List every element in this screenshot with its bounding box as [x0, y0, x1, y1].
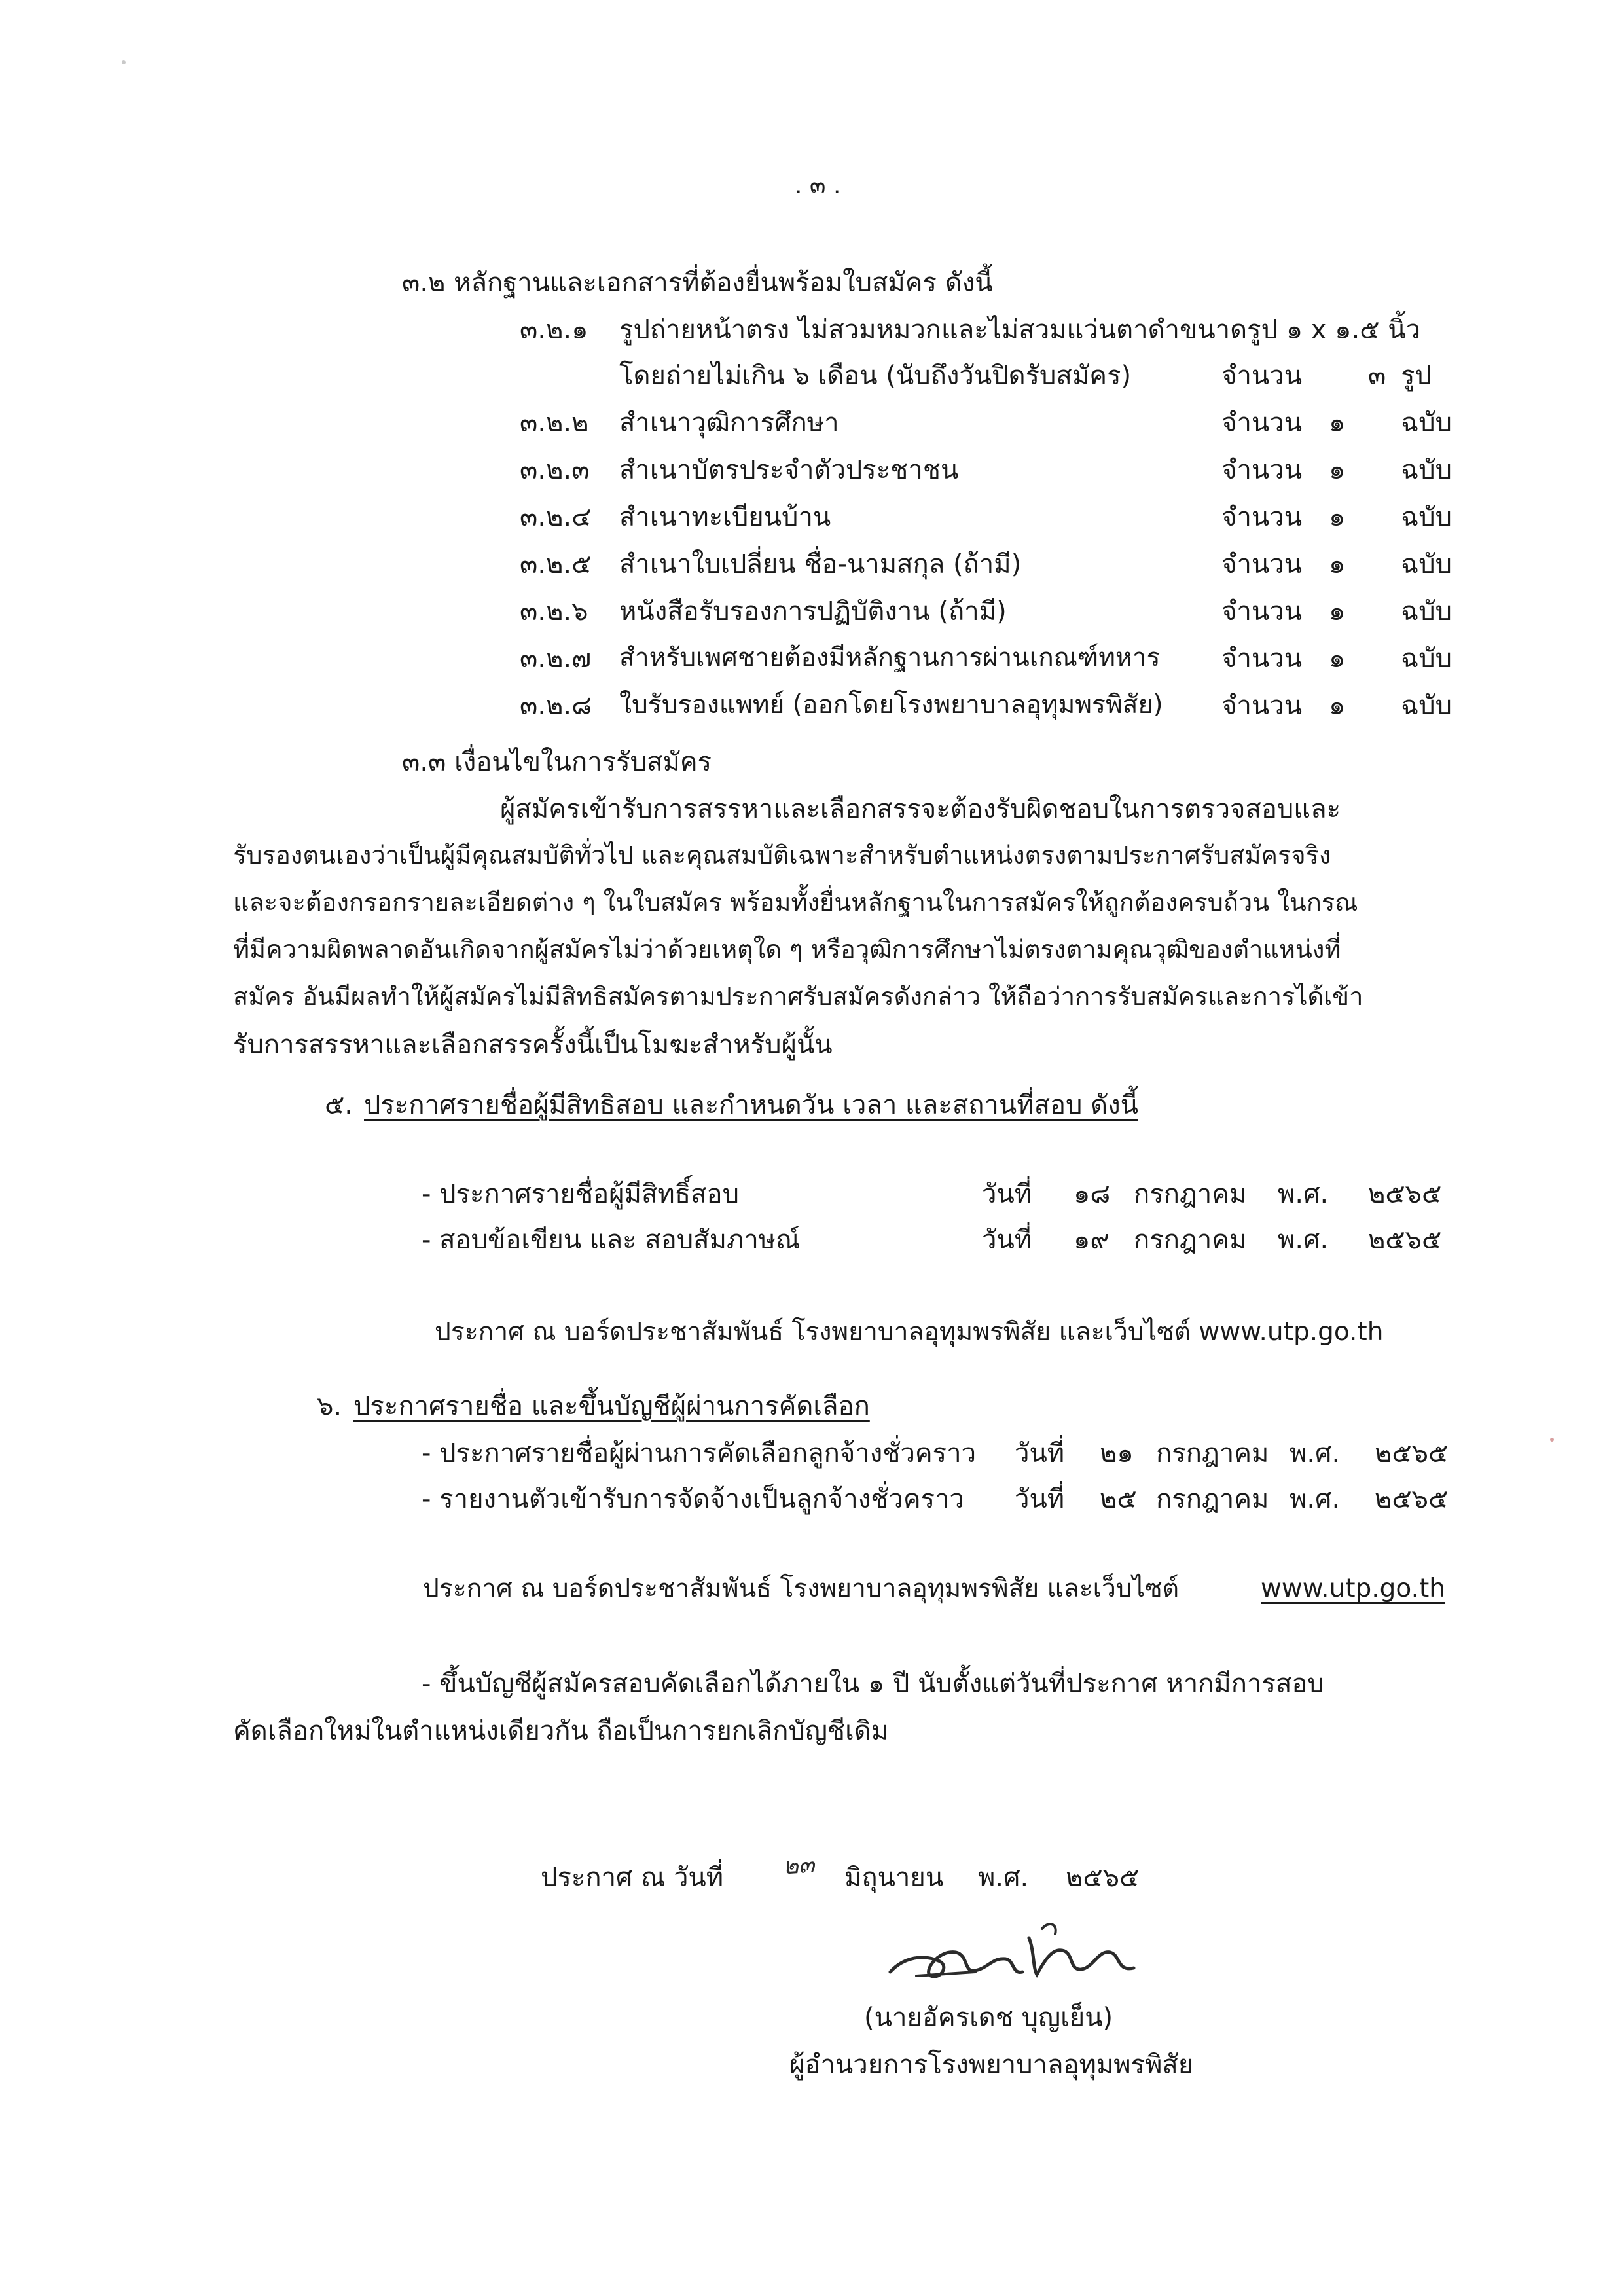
item-unit: ฉบับ — [1401, 455, 1453, 485]
announcement-year: ๒๕๖๕ — [1066, 1863, 1140, 1893]
item-unit: ฉบับ — [1401, 408, 1453, 438]
item-text: สำเนาบัตรประจำตัวประชาชน — [619, 455, 959, 485]
item-count: ๑ — [1329, 644, 1346, 674]
schedule-day: ๑๙ — [1074, 1225, 1110, 1255]
condition-paragraph-line: ที่มีความผิดพลาดอันเกิดจากผู้สมัครไม่ว่าด้วยเหตุใด ๆ หรือวุฒิการศึกษาไม่ตรงตามคุณวุฒิของตำแหน่งที่ — [233, 935, 1341, 964]
signature-image — [877, 1912, 1152, 1997]
item-3-2-1-line1: รูปถ่ายหน้าตรง ไม่สวมหมวกและไม่สวมแว่นตาดำขนาดรูป ๑ x ๑.๕ นิ้ว — [619, 315, 1421, 345]
schedule-era: พ.ศ. — [1290, 1438, 1341, 1468]
signatory-position: ผู้อำนวยการโรงพยาบาลอุทุมพรพิสัย — [789, 2050, 1194, 2080]
schedule-era: พ.ศ. — [1278, 1179, 1329, 1209]
item-count-label: จำนวน — [1221, 455, 1303, 485]
schedule-label: - ประกาศรายชื่อผู้ผ่านการคัดเลือกลูกจ้างชั่วคราว — [422, 1438, 977, 1468]
item-count: ๑ — [1329, 691, 1346, 721]
item-count: ๑ — [1329, 408, 1346, 438]
section-6-notice: ประกาศ ณ บอร์ดประชาสัมพันธ์ โรงพยาบาลอุทุมพรพิสัย และเว็บไซต์ — [423, 1574, 1180, 1603]
condition-paragraph-line: สมัคร อันมีผลทำให้ผู้สมัครไม่มีสิทธิสมัครตามประกาศรับสมัครดังกล่าว ให้ถือว่าการรับสมัครและการได้เข้า — [233, 982, 1363, 1011]
signatory-name: (นายอัครเดช บุญเย็น) — [864, 2003, 1113, 2033]
schedule-day-label: วันที่ — [982, 1225, 1032, 1255]
scan-speck — [1550, 1438, 1554, 1442]
handwritten-day: ๒๓ — [782, 1851, 816, 1880]
item-count: ๑ — [1329, 549, 1346, 579]
item-3-2-1-unit: รูป — [1401, 361, 1432, 391]
schedule-label: - ประกาศรายชื่อผู้มีสิทธิ์สอบ — [422, 1179, 739, 1209]
schedule-day: ๒๑ — [1100, 1438, 1134, 1468]
item-unit: ฉบับ — [1401, 644, 1453, 674]
item-number: ๓.๒.๖ — [520, 596, 588, 627]
item-text: สำหรับเพศชายต้องมีหลักฐานการผ่านเกณฑ์ทหาร — [619, 643, 1161, 672]
item-unit: ฉบับ — [1401, 596, 1453, 627]
section-5-heading: ประกาศรายชื่อผู้มีสิทธิสอบ และกำหนดวัน เวลา และสถานที่สอบ ดังนี้ — [364, 1090, 1138, 1120]
schedule-day-label: วันที่ — [1015, 1484, 1065, 1514]
section-5-number: ๕. — [325, 1090, 353, 1120]
item-unit: ฉบับ — [1401, 691, 1453, 721]
schedule-year: ๒๕๖๕ — [1368, 1225, 1442, 1255]
item-text: ใบรับรองแพทย์ (ออกโดยโรงพยาบาลอุทุมพรพิสัย) — [619, 690, 1163, 720]
item-number: ๓.๒.๗ — [520, 644, 592, 674]
schedule-month: กรกฎาคม — [1134, 1179, 1247, 1209]
condition-paragraph-line: ผู้สมัครเข้ารับการสรรหาและเลือกสรรจะต้องรับผิดชอบในการตรวจสอบและ — [500, 794, 1341, 824]
item-unit: ฉบับ — [1401, 549, 1453, 579]
item-number: ๓.๒.๓ — [520, 455, 590, 485]
schedule-day: ๑๘ — [1074, 1179, 1111, 1209]
item-count-label: จำนวน — [1221, 691, 1303, 721]
condition-paragraph-line: และจะต้องกรอกรายละเอียดต่าง ๆ ในใบสมัคร พร้อมทั้งยื่นหลักฐานในการสมัครให้ถูกต้องครบถ้วน ในกรณ — [233, 888, 1358, 917]
schedule-label: - สอบข้อเขียน และ สอบสัมภาษณ์ — [422, 1225, 801, 1255]
schedule-era: พ.ศ. — [1290, 1484, 1341, 1514]
item-3-2-1-number: ๓.๒.๑ — [520, 315, 588, 345]
item-number: ๓.๒.๒ — [520, 408, 589, 438]
schedule-day-label: วันที่ — [1015, 1438, 1065, 1468]
schedule-year: ๒๕๖๕ — [1375, 1484, 1449, 1514]
item-number: ๓.๒.๔ — [520, 502, 592, 532]
list-validity-line1: - ขึ้นบัญชีผู้สมัครสอบคัดเลือกได้ภายใน ๑ ปี นับตั้งแต่วันที่ประกาศ หากมีการสอบ — [422, 1669, 1324, 1699]
item-count-label: จำนวน — [1221, 502, 1303, 532]
item-unit: ฉบับ — [1401, 502, 1453, 532]
section-3-3-heading: ๓.๓ เงื่อนไขในการรับสมัคร — [402, 747, 712, 777]
schedule-year: ๒๕๖๕ — [1368, 1179, 1442, 1209]
item-count-label: จำนวน — [1221, 408, 1303, 438]
item-count: ๑ — [1329, 455, 1346, 485]
schedule-day-label: วันที่ — [982, 1179, 1032, 1209]
item-number: ๓.๒.๘ — [520, 691, 592, 721]
item-number: ๓.๒.๕ — [520, 549, 592, 579]
schedule-year: ๒๕๖๕ — [1375, 1438, 1449, 1468]
page-number: . ๓ . — [795, 172, 841, 199]
item-3-2-1-line2: โดยถ่ายไม่เกิน ๖ เดือน (นับถึงวันปิดรับสมัคร) — [619, 361, 1132, 391]
condition-paragraph-line: รับรองตนเองว่าเป็นผู้มีคุณสมบัติทั่วไป และคุณสมบัติเฉพาะสำหรับตำแหน่งตรงตามประกาศรับสมัครจริง — [233, 841, 1331, 869]
list-validity-line2: คัดเลือกใหม่ในตำแหน่งเดียวกัน ถือเป็นการยกเลิกบัญชีเดิม — [233, 1716, 889, 1746]
condition-paragraph-line: รับการสรรหาและเลือกสรรครั้งนี้เป็นโมฆะสำหรับผู้นั้น — [233, 1030, 833, 1060]
schedule-era: พ.ศ. — [1278, 1225, 1329, 1255]
schedule-month: กรกฎาคม — [1134, 1225, 1247, 1255]
item-3-2-1-count-label: จำนวน — [1221, 361, 1303, 391]
schedule-label: - รายงานตัวเข้ารับการจัดจ้างเป็นลูกจ้างชั่วคราว — [422, 1484, 965, 1514]
item-count: ๑ — [1329, 596, 1346, 627]
item-3-2-1-count: ๓ — [1368, 361, 1386, 391]
item-text: หนังสือรับรองการปฏิบัติงาน (ถ้ามี) — [619, 596, 1007, 627]
website-link[interactable]: www.utp.go.th — [1261, 1574, 1446, 1603]
schedule-month: กรกฎาคม — [1156, 1438, 1269, 1468]
section-3-2-heading: ๓.๒ หลักฐานและเอกสารที่ต้องยื่นพร้อมใบสมัคร ดังนี้ — [402, 268, 993, 298]
announcement-month: มิถุนายน — [844, 1863, 944, 1893]
item-text: สำเนาใบเปลี่ยน ชื่อ-นามสกุล (ถ้ามี) — [619, 549, 1022, 579]
scan-speck — [122, 60, 126, 64]
item-text: สำเนาวุฒิการศึกษา — [619, 408, 839, 438]
item-count: ๑ — [1329, 502, 1346, 532]
item-count-label: จำนวน — [1221, 644, 1303, 674]
item-count-label: จำนวน — [1221, 549, 1303, 579]
announcement-date-prefix: ประกาศ ณ วันที่ — [541, 1863, 724, 1893]
item-count-label: จำนวน — [1221, 596, 1303, 627]
section-6-heading: ประกาศรายชื่อ และขึ้นบัญชีผู้ผ่านการคัดเลือก — [353, 1391, 870, 1421]
schedule-day: ๒๕ — [1100, 1484, 1137, 1514]
item-text: สำเนาทะเบียนบ้าน — [619, 502, 831, 532]
announcement-era: พ.ศ. — [978, 1863, 1029, 1893]
section-6-number: ๖. — [317, 1391, 342, 1421]
schedule-month: กรกฎาคม — [1156, 1484, 1269, 1514]
section-5-notice: ประกาศ ณ บอร์ดประชาสัมพันธ์ โรงพยาบาลอุทุมพรพิสัย และเว็บไซต์ www.utp.go.th — [435, 1317, 1384, 1347]
